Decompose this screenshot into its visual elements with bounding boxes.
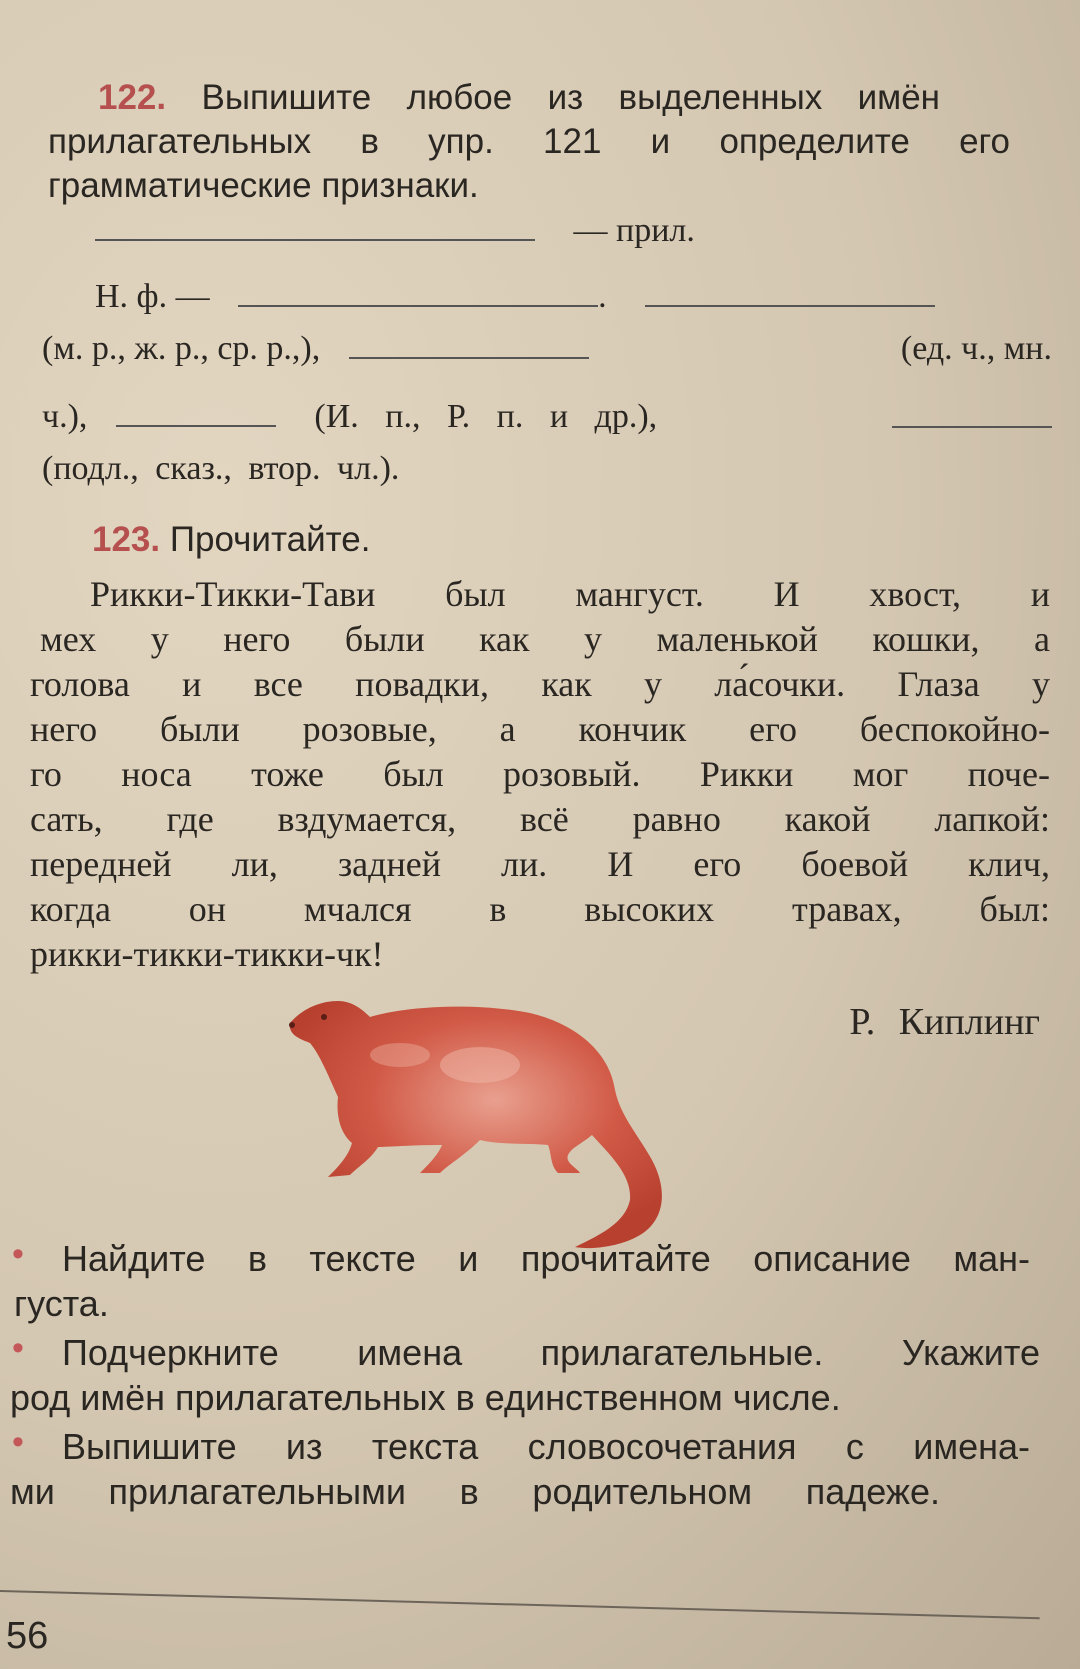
bullet-icon: • [12, 1235, 24, 1273]
ex123-title: Прочитайте. [169, 520, 371, 559]
mongoose-eye [321, 1014, 327, 1020]
page-number: 56 [6, 1615, 49, 1657]
answer-line-adjective[interactable] [95, 239, 535, 241]
ex122-line2: прилагательных в упр. 121 и определите его [48, 122, 1010, 161]
ex122-nf-row: Н. ф. — . [95, 278, 1055, 316]
author: Р. Киплинг [849, 1001, 1040, 1043]
answer-line-initial-form[interactable] [238, 305, 598, 307]
text-line: мех у него были как у маленькой кошки, а [40, 619, 1050, 659]
task-item: • Выпишите из текста словосочетания с имена- ми прилагательными в родительном падеже. [0, 1424, 1060, 1514]
ex123-number: 123. [92, 520, 161, 559]
text-line: когда он мчался в высоких травах, был: [30, 889, 1050, 929]
ex122-line1 [0, 78, 960, 118]
ex122-line3: грамматические признаки. [48, 166, 479, 205]
task-item: • Подчеркните имена прилагательные. Укажите род имён прилагательных в единственном числе. [0, 1330, 1060, 1420]
ex122-heading-line1: Выпишите любое из выделенных имён [201, 78, 940, 117]
ex122-padezh-row: ч.), (И. п., Р. п. и др.), [42, 398, 1052, 436]
answer-line-role[interactable] [892, 426, 1052, 428]
text-line: голова и все повадки, как у ла́сочки. Глаза у [30, 664, 1050, 704]
ex122-pril-row: — прил. [95, 212, 695, 250]
mongoose-nose [289, 1022, 295, 1028]
ex122-rol-row: (подл., сказ., втор. чл.). [42, 450, 400, 487]
text-line: Рикки-Тикки-Тави был мангуст. И хвост, и [90, 574, 1050, 614]
text-line: передней ли, задней ли. И его боевой клич, [30, 844, 1050, 884]
mongoose-illustration [280, 995, 700, 1255]
task-item: • Найдите в тексте и прочитайте описание ман- густа. [0, 1236, 1060, 1326]
text-line: сать, где вздумается, всё равно какой лапкой: [30, 799, 1050, 839]
bullet-icon: • [12, 1423, 24, 1461]
ex122-number: 122. [98, 78, 167, 117]
bullet-icon: • [12, 1329, 24, 1367]
text-line: рикки-тикки-тикки-чк! [30, 934, 384, 974]
tasks-list [0, 1236, 1060, 1514]
answer-line-number[interactable] [349, 357, 589, 359]
mongoose-body [290, 1001, 662, 1248]
answer-line-case[interactable] [116, 425, 276, 427]
answer-line-gender[interactable] [645, 305, 935, 307]
fur-highlight [370, 1043, 430, 1067]
text-line: него были розовые, а кончик его беспокойно- [30, 709, 1050, 749]
ex123-heading [92, 520, 370, 560]
text-line: го носа тоже был розовый. Рикки мог поче- [30, 754, 1050, 794]
ex122-rod-row: (м. р., ж. р., ср. р.,), (ед. ч., мн. [42, 330, 1052, 367]
footer-rule [0, 1590, 1040, 1619]
ex123-text [30, 572, 1050, 977]
fur-highlight [440, 1047, 520, 1083]
